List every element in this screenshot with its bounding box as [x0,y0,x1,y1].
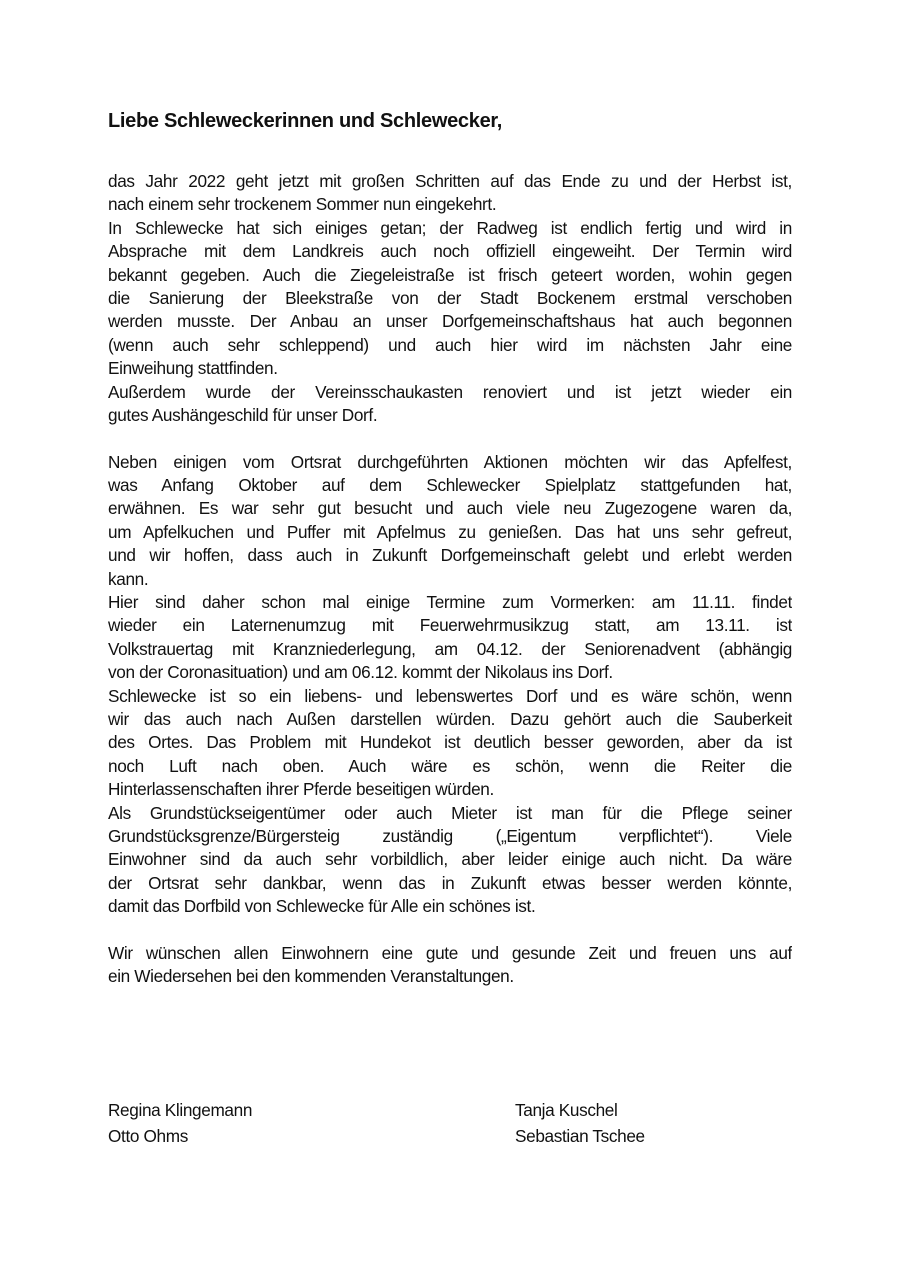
paragraph-2-line-3: bekannt gegeben. Auch die Ziegeleistraße ist frisch geteert worden, wohin gegen [108,264,792,285]
paragraph-5-line-1: Hier sind daher schon mal einige Termine zum Vormerken: am 11.11. findet [108,592,792,613]
paragraph-6-line-5: Hinterlassenschaften ihrer Pferde beseitigen würden. [108,779,494,800]
signatory-name: Regina Klingemann [108,1100,253,1120]
signatures-left [108,1097,252,1149]
paragraph-6-line-1: Schlewecke ist so ein liebens- und lebenswertes Dorf und es wäre schön, wenn [108,685,792,706]
paragraph-4-line-1: Neben einigen vom Ortsrat durchgeführten Aktionen möchten wir das Apfelfest, [108,451,792,472]
signatory-name: Tanja Kuschel [515,1100,618,1120]
paragraph-6-line-4: noch Luft nach oben. Auch wäre es schön, wenn die Reiter die [108,755,792,776]
paragraph-6-line-3: des Ortes. Das Problem mit Hundekot ist deutlich besser geworden, aber da ist [108,732,792,753]
paragraph-7-line-5: damit das Dorfbild von Schlewecke für Alle ein schönes ist. [108,896,536,917]
paragraph-4-line-6: kann. [108,568,149,589]
paragraph-2-line-4: die Sanierung der Bleekstraße von der Stadt Bockenem erstmal verschoben [108,287,792,308]
paragraph-3-line-1: Außerdem wurde der Vereinsschaukasten renoviert und ist jetzt wieder ein [108,381,792,402]
paragraph-2-line-6: (wenn auch sehr schleppend) und auch hier wird im nächsten Jahr eine [108,334,792,355]
paragraph-2-line-1: In Schlewecke hat sich einiges getan; der Radweg ist endlich fertig und wird in [108,217,792,238]
letter-greeting: Liebe Schleweckerinnen und Schlewecker, [108,110,503,132]
paragraph-7-line-4: der Ortsrat sehr dankbar, wenn das in Zukunft etwas besser werden könnte, [108,872,792,893]
paragraph-7-line-1: Als Grundstückseigentümer oder auch Mieter ist man für die Pflege seiner [108,802,792,823]
paragraph-spacer [108,919,792,942]
paragraph-4-line-2: was Anfang Oktober auf dem Schlewecker Spielplatz stattgefunden hat, [108,475,792,496]
paragraph-5-line-4: von der Coronasituation) und am 06.12. kommt der Nikolaus ins Dorf. [108,662,613,683]
paragraph-spacer [108,427,792,450]
letter-body [108,170,792,989]
signatory-name: Sebastian Tschee [515,1126,645,1146]
paragraph-5-line-2: wieder ein Laternenumzug mit Feuerwehrmusikzug statt, am 13.11. ist [108,615,792,636]
paragraph-7-line-2: Grundstücksgrenze/Bürgersteig zuständig („Eigentum verpflichtet“). Viele [108,825,792,846]
paragraph-2-line-5: werden musste. Der Anbau an unser Dorfgemeinschaftshaus hat auch begonnen [108,311,792,332]
paragraph-3-line-2: gutes Aushängeschild für unser Dorf. [108,404,378,425]
paragraph-7-line-3: Einwohner sind da auch sehr vorbildlich, aber leider einige auch nicht. Da wäre [108,849,792,870]
paragraph-8-line-1: Wir wünschen allen Einwohnern eine gute und gesunde Zeit und freuen uns auf [108,942,792,963]
paragraph-4-line-4: um Apfelkuchen und Puffer mit Apfelmus zu genießen. Das hat uns sehr gefreut, [108,521,792,542]
paragraph-2-line-7: Einweihung stattfinden. [108,358,278,379]
paragraph-2-line-2: Absprache mit dem Landkreis auch noch offiziell eingeweiht. Der Termin wird [108,241,792,262]
paragraph-6-line-2: wir das auch nach Außen darstellen würden. Dazu gehört auch die Sauberkeit [108,708,792,729]
paragraph-4-line-3: erwähnen. Es war sehr gut besucht und auch viele neu Zugezogene waren da, [108,498,792,519]
paragraph-8-line-2: ein Wiedersehen bei den kommenden Veranstaltungen. [108,966,514,987]
paragraph-5-line-3: Volkstrauertag mit Kranzniederlegung, am 04.12. der Seniorenadvent (abhängig [108,638,792,659]
signatory-name: Otto Ohms [108,1126,188,1146]
signatures-right [515,1097,645,1149]
paragraph-1-line-2: nach einem sehr trockenem Sommer nun eingekehrt. [108,194,497,215]
paragraph-4-line-5: und wir hoffen, dass auch in Zukunft Dorfgemeinschaft gelebt und erlebt werden [108,545,792,566]
paragraph-1-line-1: das Jahr 2022 geht jetzt mit großen Schritten auf das Ende zu und der Herbst ist, [108,171,792,191]
